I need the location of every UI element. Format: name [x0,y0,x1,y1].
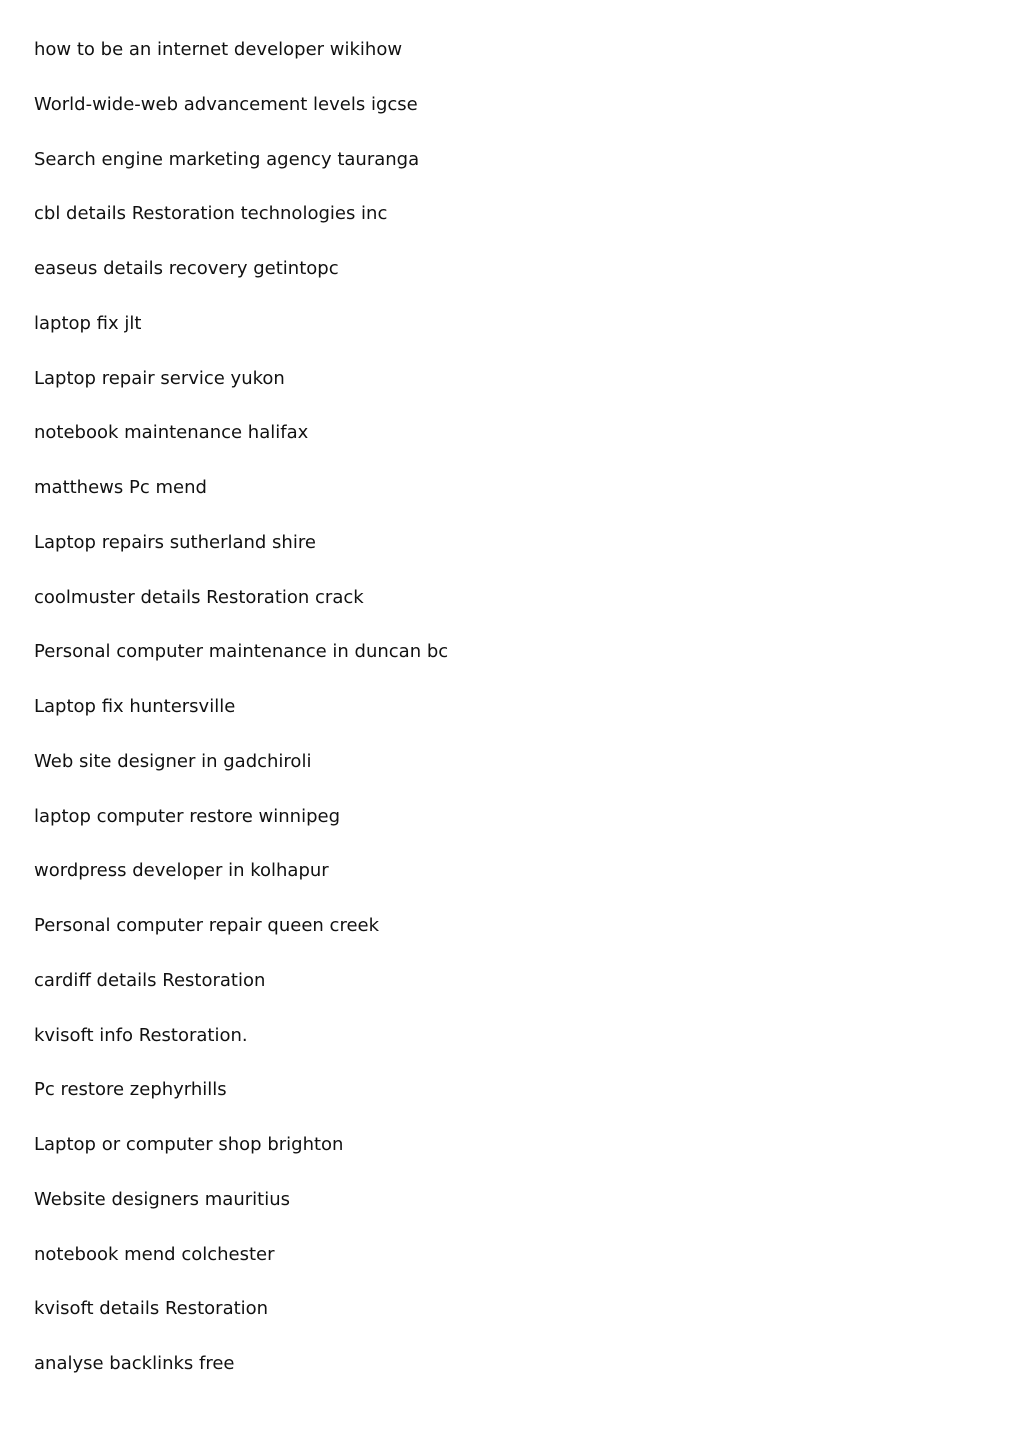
link[interactable]: Laptop repairs sutherland shire [34,531,316,553]
list-item [34,584,448,639]
list-item [34,1076,448,1131]
link[interactable]: Search engine marketing agency tauranga [34,148,420,170]
link[interactable]: matthews Pc mend [34,477,207,498]
list-item [34,310,448,365]
link[interactable]: cbl details Restoration technologies inc [34,203,388,225]
link[interactable]: laptop fix jlt [34,312,142,334]
list-item [34,419,448,474]
list-item [34,200,448,255]
link[interactable]: laptop computer restore winnipeg [34,805,340,827]
link[interactable]: Website designers mauritius [34,1188,290,1210]
list-item [34,146,448,201]
list-item [34,255,448,310]
link[interactable]: cardiff details Restoration [34,969,266,991]
list-item [34,529,448,584]
link[interactable]: Pc restore zephyrhills [34,1079,227,1101]
list-item [34,36,448,91]
list-item [34,748,448,803]
link[interactable]: Laptop fix huntersville [34,696,236,717]
link[interactable]: World-wide-web advancement levels igcse [34,93,418,115]
list-item [34,912,448,967]
link[interactable]: analyse backlinks free [34,1353,235,1374]
list-item [34,1241,448,1296]
link[interactable]: notebook mend colchester [34,1243,275,1265]
link[interactable]: kvisoft info Restoration. [34,1024,248,1046]
link[interactable]: kvisoft details Restoration [34,1298,269,1320]
list-item [34,91,448,146]
link[interactable]: Laptop repair service yukon [34,367,285,389]
list-item [34,474,448,529]
link-list [34,36,448,1405]
link[interactable]: how to be an internet developer wikihow [34,39,403,60]
list-item [34,365,448,420]
list-item [34,1295,448,1350]
list-item [34,803,448,858]
link[interactable]: coolmuster details Restoration crack [34,586,364,608]
link[interactable]: Web site designer in gadchiroli [34,750,312,772]
list-item [34,967,448,1022]
list-item [34,638,448,693]
link[interactable]: notebook maintenance halifax [34,422,309,444]
link[interactable]: Laptop or computer shop brighton [34,1134,344,1155]
list-item [34,1022,448,1077]
list-item [34,857,448,912]
list-item [34,1131,448,1186]
link[interactable]: Personal computer repair queen creek [34,915,380,936]
list-item [34,693,448,748]
list-item [34,1186,448,1241]
list-item [34,1350,448,1405]
link[interactable]: easeus details recovery getintopc [34,258,339,279]
link[interactable]: Personal computer maintenance in duncan bc [34,641,449,663]
link[interactable]: wordpress developer in kolhapur [34,860,329,882]
